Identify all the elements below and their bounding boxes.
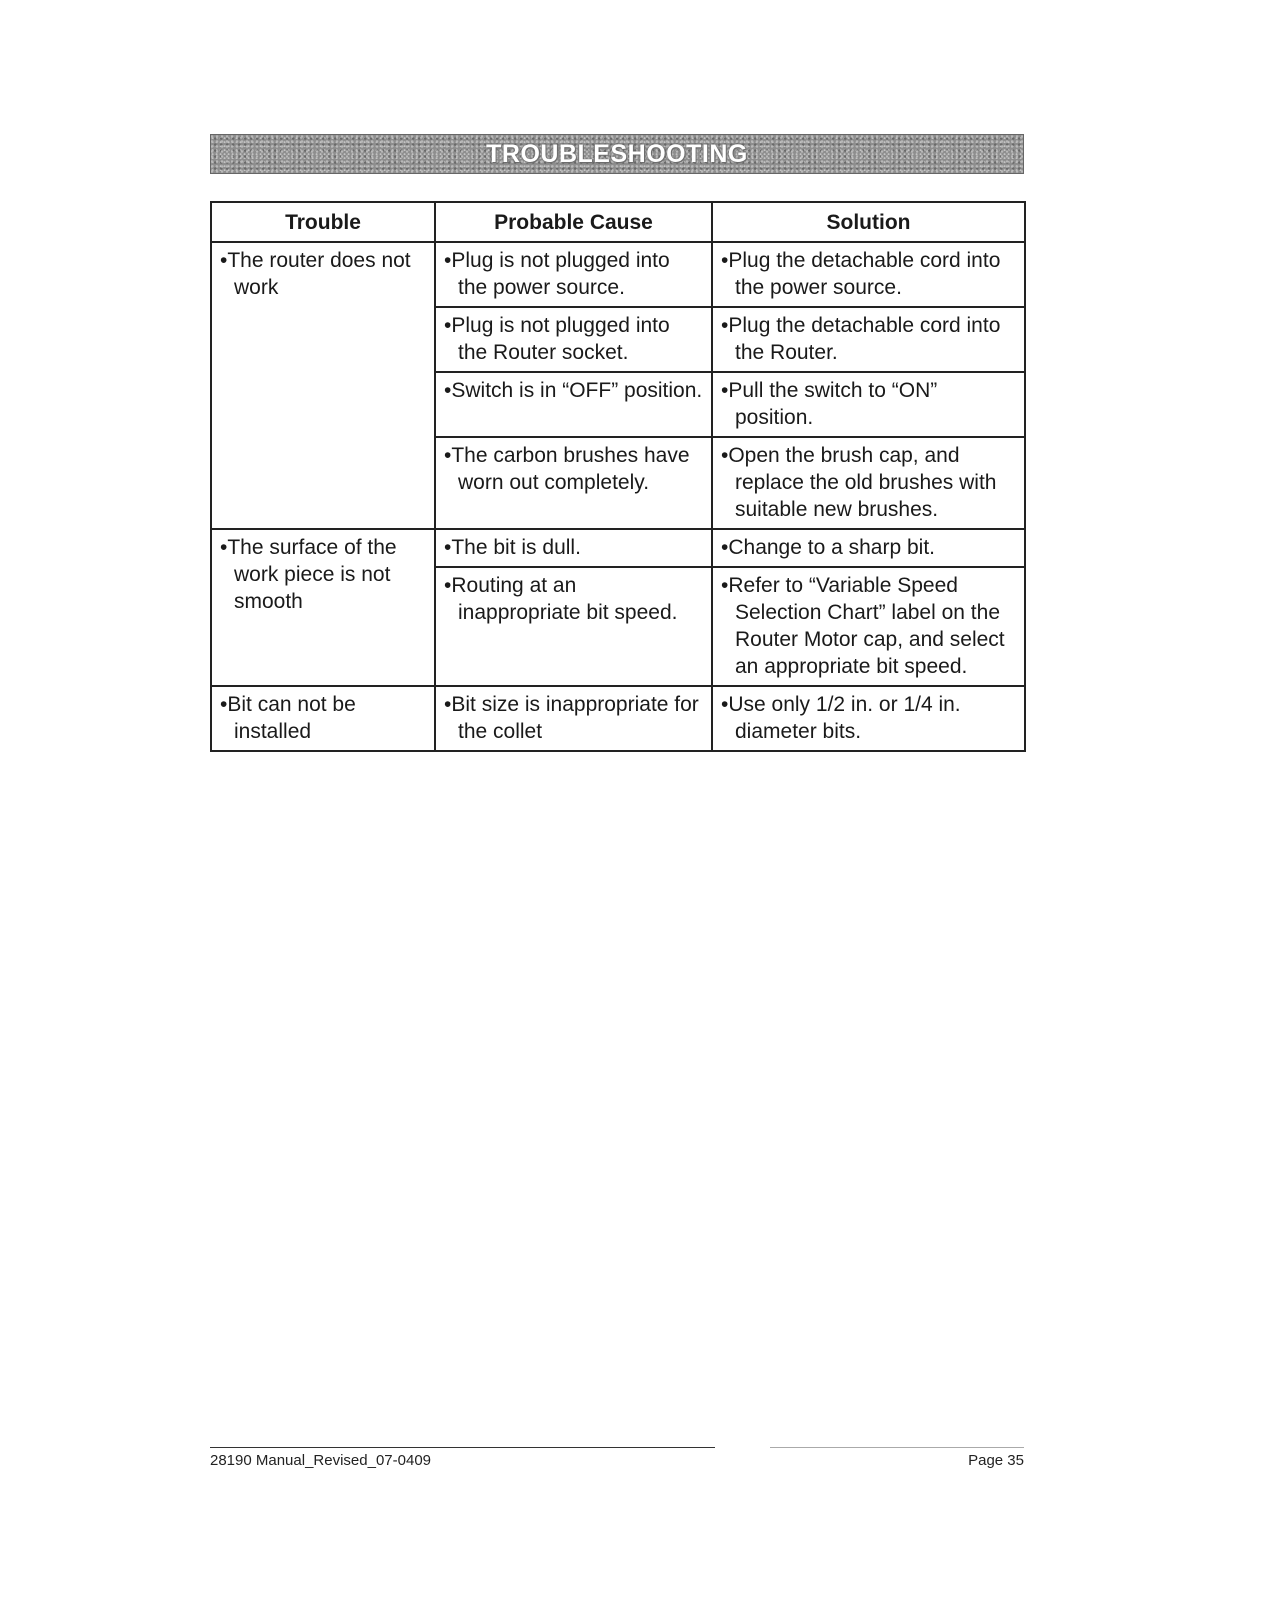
manual-revision: 28190 Manual_Revised_07-0409 bbox=[210, 1452, 432, 1469]
header-solution: Solution bbox=[712, 202, 1025, 242]
trouble-text: •The router does not work bbox=[220, 249, 411, 299]
cause-cell bbox=[435, 567, 712, 686]
table-row bbox=[211, 242, 1025, 307]
solution-text: •Plug the detachable cord into the Router. bbox=[721, 314, 1001, 364]
cause-cell bbox=[435, 437, 712, 529]
footer-divider bbox=[210, 1447, 715, 1448]
cause-text: •Switch is in “OFF” position. bbox=[444, 379, 703, 402]
cause-cell bbox=[435, 242, 712, 307]
cause-text: •Plug is not plugged into the power source. bbox=[444, 249, 670, 299]
cause-cell bbox=[435, 686, 712, 751]
cause-text: •Bit size is inappropriate for the collet bbox=[444, 693, 699, 743]
trouble-text: •The surface of the work piece is not smooth bbox=[220, 536, 397, 613]
troubleshooting-table bbox=[210, 201, 1026, 752]
solution-cell bbox=[712, 567, 1025, 686]
cause-text: •Plug is not plugged into the Router socket. bbox=[444, 314, 670, 364]
section-title: TROUBLESHOOTING bbox=[486, 139, 748, 168]
page-footer bbox=[210, 1452, 1024, 1469]
solution-text: •Pull the switch to “ON” position. bbox=[721, 379, 938, 429]
section-banner bbox=[210, 134, 1024, 174]
cause-cell bbox=[435, 529, 712, 567]
footer-divider bbox=[770, 1447, 1024, 1448]
solution-cell bbox=[712, 437, 1025, 529]
cause-text: •The bit is dull. bbox=[444, 536, 581, 559]
trouble-cell bbox=[211, 242, 435, 529]
page-number: Page 35 bbox=[968, 1452, 1024, 1469]
cause-cell bbox=[435, 372, 712, 437]
solution-text: •Plug the detachable cord into the power source. bbox=[721, 249, 1001, 299]
solution-text: •Open the brush cap, and replace the old brushes with suitable new brushes. bbox=[721, 444, 997, 521]
header-probable-cause: Probable Cause bbox=[435, 202, 712, 242]
cause-text: •Routing at an inappropriate bit speed. bbox=[444, 574, 678, 624]
header-trouble: Trouble bbox=[211, 202, 435, 242]
table-row bbox=[211, 529, 1025, 567]
solution-cell bbox=[712, 686, 1025, 751]
trouble-cell bbox=[211, 529, 435, 686]
trouble-cell bbox=[211, 686, 435, 751]
solution-cell bbox=[712, 529, 1025, 567]
solution-text: •Refer to “Variable Speed Selection Chart” label on the Router Motor cap, and select an appropriate bit speed. bbox=[721, 574, 1005, 678]
solution-cell bbox=[712, 242, 1025, 307]
solution-text: •Change to a sharp bit. bbox=[721, 536, 935, 559]
cause-cell bbox=[435, 307, 712, 372]
trouble-text: •Bit can not be installed bbox=[220, 693, 356, 743]
solution-text: •Use only 1/2 in. or 1/4 in. diameter bits. bbox=[721, 693, 961, 743]
table-row bbox=[211, 686, 1025, 751]
table-header-row bbox=[211, 202, 1025, 242]
solution-cell bbox=[712, 372, 1025, 437]
solution-cell bbox=[712, 307, 1025, 372]
cause-text: •The carbon brushes have worn out completely. bbox=[444, 444, 690, 494]
